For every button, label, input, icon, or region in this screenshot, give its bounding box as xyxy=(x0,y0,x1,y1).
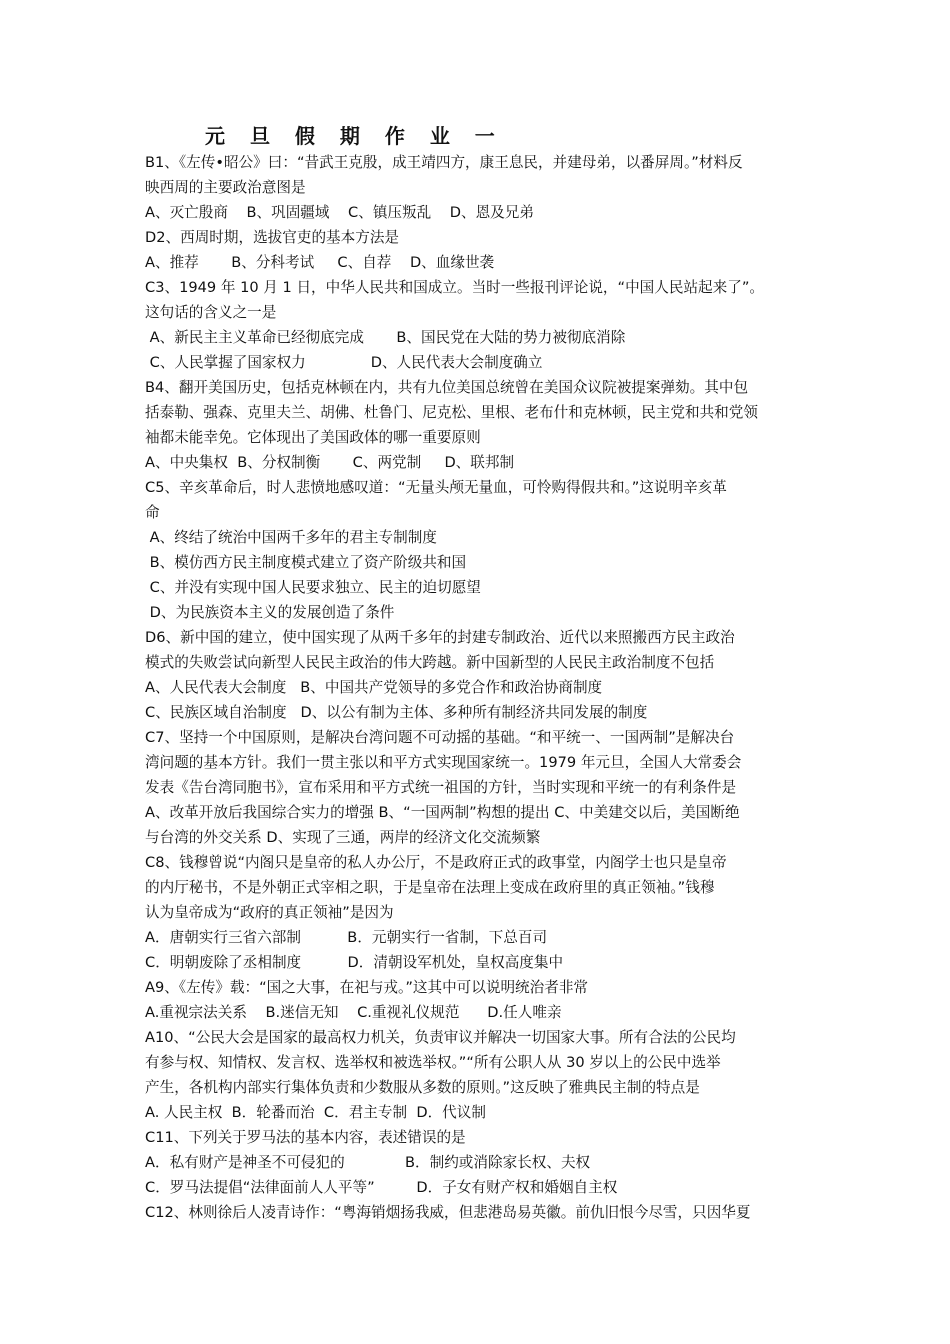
text-line: 命 xyxy=(145,504,160,521)
text-line: B、模仿西方民主制度模式建立了资产阶级共和国 xyxy=(145,554,467,571)
text-line: 产生，各机构内部实行集体负责和少数服从多数的原则。”这反映了雅典民主制的特点是 xyxy=(145,1079,700,1096)
text-line: A．唐朝实行三省六部制 B．元朝实行一省制，下总百司 xyxy=(145,929,548,946)
text-line: B4、翻开美国历史，包括克林顿在内，共有九位美国总统曾在美国众议院被提案弹劾。其中包 xyxy=(145,379,749,396)
text-line: C12、林则徐后人凌青诗作：“粤海销烟扬我威，但悲港岛易英徽。前仇旧恨今尽雪，只因华夏 xyxy=(145,1204,751,1221)
text-line: C11、下列关于罗马法的基本内容，表述错误的是 xyxy=(145,1129,466,1146)
text-line: A、中央集权 B、分权制衡 C、两党制 D、联邦制 xyxy=(145,454,515,471)
text-line: A. 人民主权 B．轮番而治 C．君主专制 D．代议制 xyxy=(145,1104,486,1121)
text-line: A、人民代表大会制度 B、中国共产党领导的多党合作和政治协商制度 xyxy=(145,679,603,696)
text-line: A10、“公民大会是国家的最高权力机关，负责审议并解决一切国家大事。所有合法的公民均 xyxy=(145,1029,736,1046)
text-line: A、终结了统治中国两千多年的君主专制制度 xyxy=(145,529,437,546)
text-line: C、民族区域自治制度 D、以公有制为主体、多种所有制经济共同发展的制度 xyxy=(145,704,648,721)
document-title: 元 旦 假 期 作 业 一 xyxy=(205,124,504,148)
text-line: 发表《告台湾同胞书》，宣布采用和平方式统一祖国的方针，当时实现和平统一的有利条件是 xyxy=(145,779,737,796)
text-line: C7、坚持一个中国原则，是解决台湾问题不可动摇的基础。“和平统一、一国两制”是解决台 xyxy=(145,729,735,746)
text-line: 与台湾的外交关系 D、实现了三通，两岸的经济文化交流频繁 xyxy=(145,829,541,846)
text-line: 括泰勒、强森、克里夫兰、胡佛、杜鲁门、尼克松、里根、老布什和克林顿，民主党和共和党领 xyxy=(145,404,758,421)
text-line: C8、钱穆曾说“内阁只是皇帝的私人办公厅，不是政府正式的政事堂，内阁学士也只是皇帝 xyxy=(145,854,727,871)
text-line: D、为民族资本主义的发展创造了条件 xyxy=(145,604,395,621)
text-line: 认为皇帝成为“政府的真正领袖”是因为 xyxy=(145,904,394,921)
text-line: C5、辛亥革命后，时人悲愤地感叹道：“无量头颅无量血，可怜购得假共和。”这说明辛亥革 xyxy=(145,479,727,496)
text-line: B1、《左传•昭公》曰：“昔武王克殷，成王靖四方，康王息民，并建母弟，以番屏周。”材料反 xyxy=(145,154,743,171)
text-line: A、新民主主义革命已经彻底完成 B、国民党在大陆的势力被彻底消除 xyxy=(145,329,626,346)
text-line: 湾问题的基本方针。我们一贯主张以和平方式实现国家统一。1979 年元旦，全国人大常委会 xyxy=(145,754,742,771)
text-line: 有参与权、知情权、发言权、选举权和被选举权。”“所有公职人从 30 岁以上的公民中选举 xyxy=(145,1054,721,1071)
text-line: C．明朝废除了丞相制度 D．清朝设军机处，皇权高度集中 xyxy=(145,954,564,971)
text-line: A9、《左传》载：“国之大事，在祀与戎。”这其中可以说明统治者非常 xyxy=(145,979,589,996)
text-line: 模式的失败尝试向新型人民民主政治的伟大跨越。新中国新型的人民民主政治制度不包括 xyxy=(145,654,715,671)
text-line: D2、西周时期，选拔官吏的基本方法是 xyxy=(145,229,400,246)
text-line: C、并没有实现中国人民要求独立、民主的迫切愿望 xyxy=(145,579,481,596)
text-line: C．罗马法提倡“法律面前人人平等” D．子女有财产权和婚姻自主权 xyxy=(145,1179,618,1196)
text-line: D6、新中国的建立，使中国实现了从两千多年的封建专制政治、近代以来照搬西方民主政治 xyxy=(145,629,735,646)
text-line: A、灭亡殷商 B、巩固疆域 C、镇压叛乱 D、恩及兄弟 xyxy=(145,204,534,221)
document-body xyxy=(145,150,809,1225)
text-line: 袖都未能幸免。它体现出了美国政体的哪一重要原则 xyxy=(145,429,481,446)
text-line: C、人民掌握了国家权力 D、人民代表大会制度确立 xyxy=(145,354,543,371)
text-line: 的内厅秘书，不是外朝正式宰相之职，于是皇帝在法理上变成在政府里的真正领袖。”钱穆 xyxy=(145,879,715,896)
text-line: 映西周的主要政治意图是 xyxy=(145,179,306,196)
text-line: C3、1949 年 10 月 1 日，中华人民共和国成立。当时一些报刊评论说，“中国人民站起来了”。 xyxy=(145,279,764,296)
text-line: 这句话的含义之一是 xyxy=(145,304,277,321)
text-line: A．私有财产是神圣不可侵犯的 B．制约或消除家长权、夫权 xyxy=(145,1154,591,1171)
text-line: A、推荐 B、分科考试 C、自荐 D、血缘世袭 xyxy=(145,254,495,271)
text-line: A、改革开放后我国综合实力的增强 B、“一国两制”构想的提出 C、中美建交以后，美国断绝 xyxy=(145,804,740,821)
text-line: A.重视宗法关系 B.迷信无知 C.重视礼仪规范 D.任人唯亲 xyxy=(145,1004,562,1021)
